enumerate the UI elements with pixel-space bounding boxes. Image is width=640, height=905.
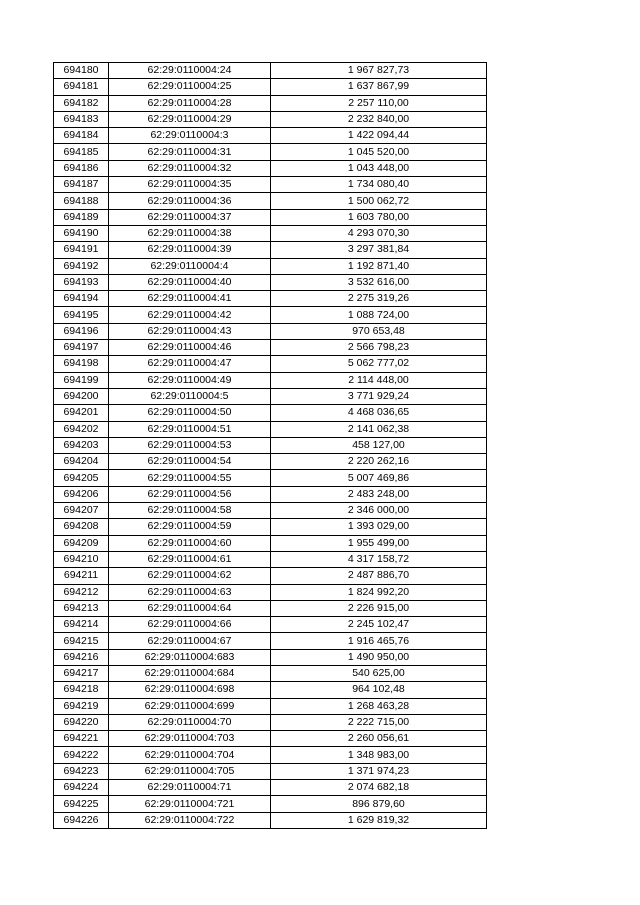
row-number-cell: 694207 [54,503,109,519]
value-cell: 3 771 929,24 [271,388,487,404]
value-cell: 1 500 062,72 [271,193,487,209]
table-row [54,111,487,127]
cadastral-number-cell: 62:29:0110004:721 [109,796,271,812]
value-cell: 4 317 158,72 [271,551,487,567]
table-row [54,600,487,616]
row-number-cell: 694190 [54,225,109,241]
value-cell: 2 245 102,47 [271,617,487,633]
table-row [54,63,487,79]
cadastral-number-cell: 62:29:0110004:43 [109,323,271,339]
cadastral-number-cell: 62:29:0110004:3 [109,128,271,144]
table-row [54,128,487,144]
table-row [54,747,487,763]
cadastral-number-cell: 62:29:0110004:62 [109,568,271,584]
cadastral-number-cell: 62:29:0110004:722 [109,812,271,828]
table-row [54,258,487,274]
cadastral-number-cell: 62:29:0110004:24 [109,63,271,79]
row-number-cell: 694187 [54,177,109,193]
table-row [54,780,487,796]
row-number-cell: 694222 [54,747,109,763]
cadastral-number-cell: 62:29:0110004:50 [109,405,271,421]
row-number-cell: 694186 [54,160,109,176]
cadastral-number-cell: 62:29:0110004:683 [109,649,271,665]
cadastral-number-cell: 62:29:0110004:35 [109,177,271,193]
table-row [54,454,487,470]
value-cell: 1 422 094,44 [271,128,487,144]
table-body [54,63,487,829]
table-row [54,568,487,584]
value-cell: 1 916 465,76 [271,633,487,649]
table-row [54,291,487,307]
value-cell: 1 955 499,00 [271,535,487,551]
value-cell: 2 074 682,18 [271,780,487,796]
table-row [54,633,487,649]
value-cell: 2 222 715,00 [271,714,487,730]
row-number-cell: 694200 [54,388,109,404]
table-row [54,551,487,567]
value-cell: 4 468 036,65 [271,405,487,421]
cadastral-number-cell: 62:29:0110004:703 [109,731,271,747]
value-cell: 1 045 520,00 [271,144,487,160]
value-cell: 2 220 262,16 [271,454,487,470]
table-row [54,731,487,747]
table-row [54,356,487,372]
row-number-cell: 694185 [54,144,109,160]
value-cell: 540 625,00 [271,665,487,681]
row-number-cell: 694202 [54,421,109,437]
table-row [54,79,487,95]
table-row [54,274,487,290]
row-number-cell: 694183 [54,111,109,127]
value-cell: 2 487 886,70 [271,568,487,584]
row-number-cell: 694214 [54,617,109,633]
cadastral-number-cell: 62:29:0110004:40 [109,274,271,290]
row-number-cell: 694189 [54,209,109,225]
table-row [54,682,487,698]
cadastral-number-cell: 62:29:0110004:28 [109,95,271,111]
cadastral-number-cell: 62:29:0110004:58 [109,503,271,519]
row-number-cell: 694212 [54,584,109,600]
row-number-cell: 694225 [54,796,109,812]
table-row [54,340,487,356]
row-number-cell: 694193 [54,274,109,290]
row-number-cell: 694199 [54,372,109,388]
row-number-cell: 694206 [54,486,109,502]
cadastral-number-cell: 62:29:0110004:684 [109,665,271,681]
row-number-cell: 694192 [54,258,109,274]
cadastral-number-cell: 62:29:0110004:5 [109,388,271,404]
row-number-cell: 694218 [54,682,109,698]
value-cell: 4 293 070,30 [271,225,487,241]
table-row [54,812,487,828]
row-number-cell: 694184 [54,128,109,144]
cadastral-number-cell: 62:29:0110004:29 [109,111,271,127]
table-row [54,535,487,551]
cadastral-number-cell: 62:29:0110004:698 [109,682,271,698]
row-number-cell: 694180 [54,63,109,79]
row-number-cell: 694226 [54,812,109,828]
table-row [54,584,487,600]
table-row [54,193,487,209]
cadastral-number-cell: 62:29:0110004:31 [109,144,271,160]
value-cell: 1 824 992,20 [271,584,487,600]
table-row [54,665,487,681]
value-cell: 1 734 080,40 [271,177,487,193]
value-cell: 1 393 029,00 [271,519,487,535]
table-row [54,388,487,404]
row-number-cell: 694215 [54,633,109,649]
row-number-cell: 694191 [54,242,109,258]
table-row [54,405,487,421]
row-number-cell: 694195 [54,307,109,323]
row-number-cell: 694188 [54,193,109,209]
row-number-cell: 694182 [54,95,109,111]
data-table [53,62,487,829]
value-cell: 1 192 871,40 [271,258,487,274]
row-number-cell: 694204 [54,454,109,470]
table-row [54,144,487,160]
table-row [54,470,487,486]
cadastral-number-cell: 62:29:0110004:70 [109,714,271,730]
value-cell: 896 879,60 [271,796,487,812]
table-row [54,160,487,176]
value-cell: 1 371 974,23 [271,763,487,779]
value-cell: 1 490 950,00 [271,649,487,665]
table-row [54,649,487,665]
cadastral-number-cell: 62:29:0110004:61 [109,551,271,567]
table-row [54,95,487,111]
value-cell: 2 232 840,00 [271,111,487,127]
value-cell: 1 629 819,32 [271,812,487,828]
row-number-cell: 694181 [54,79,109,95]
value-cell: 1 603 780,00 [271,209,487,225]
row-number-cell: 694205 [54,470,109,486]
cadastral-number-cell: 62:29:0110004:38 [109,225,271,241]
table-row [54,698,487,714]
value-cell: 2 114 448,00 [271,372,487,388]
value-cell: 970 653,48 [271,323,487,339]
table-row [54,503,487,519]
cadastral-number-cell: 62:29:0110004:41 [109,291,271,307]
row-number-cell: 694220 [54,714,109,730]
cadastral-number-cell: 62:29:0110004:60 [109,535,271,551]
cadastral-number-cell: 62:29:0110004:46 [109,340,271,356]
value-cell: 2 226 915,00 [271,600,487,616]
value-cell: 2 260 056,61 [271,731,487,747]
row-number-cell: 694210 [54,551,109,567]
value-cell: 2 257 110,00 [271,95,487,111]
row-number-cell: 694196 [54,323,109,339]
value-cell: 2 141 062,38 [271,421,487,437]
table-row [54,372,487,388]
value-cell: 1 043 448,00 [271,160,487,176]
cadastral-number-cell: 62:29:0110004:25 [109,79,271,95]
cadastral-number-cell: 62:29:0110004:71 [109,780,271,796]
table-row [54,323,487,339]
value-cell: 1 088 724,00 [271,307,487,323]
table-row [54,421,487,437]
cadastral-number-cell: 62:29:0110004:55 [109,470,271,486]
table-row [54,209,487,225]
cadastral-number-cell: 62:29:0110004:53 [109,437,271,453]
table-row [54,307,487,323]
cadastral-number-cell: 62:29:0110004:4 [109,258,271,274]
table-row [54,763,487,779]
row-number-cell: 694197 [54,340,109,356]
value-cell: 458 127,00 [271,437,487,453]
table-row [54,437,487,453]
row-number-cell: 694224 [54,780,109,796]
value-cell: 2 346 000,00 [271,503,487,519]
cadastral-number-cell: 62:29:0110004:47 [109,356,271,372]
cadastral-number-cell: 62:29:0110004:51 [109,421,271,437]
table-row [54,617,487,633]
row-number-cell: 694201 [54,405,109,421]
cadastral-number-cell: 62:29:0110004:704 [109,747,271,763]
cadastral-number-cell: 62:29:0110004:59 [109,519,271,535]
value-cell: 1 348 983,00 [271,747,487,763]
value-cell: 964 102,48 [271,682,487,698]
table-row [54,242,487,258]
row-number-cell: 694213 [54,600,109,616]
value-cell: 3 532 616,00 [271,274,487,290]
row-number-cell: 694209 [54,535,109,551]
cadastral-number-cell: 62:29:0110004:64 [109,600,271,616]
value-cell: 2 483 248,00 [271,486,487,502]
row-number-cell: 694216 [54,649,109,665]
value-cell: 1 268 463,28 [271,698,487,714]
row-number-cell: 694203 [54,437,109,453]
value-cell: 5 007 469,86 [271,470,487,486]
cadastral-number-cell: 62:29:0110004:39 [109,242,271,258]
cadastral-number-cell: 62:29:0110004:56 [109,486,271,502]
value-cell: 3 297 381,84 [271,242,487,258]
cadastral-number-cell: 62:29:0110004:36 [109,193,271,209]
table-row [54,225,487,241]
row-number-cell: 694219 [54,698,109,714]
row-number-cell: 694217 [54,665,109,681]
cadastral-number-cell: 62:29:0110004:32 [109,160,271,176]
row-number-cell: 694194 [54,291,109,307]
cadastral-number-cell: 62:29:0110004:42 [109,307,271,323]
cadastral-number-cell: 62:29:0110004:37 [109,209,271,225]
row-number-cell: 694211 [54,568,109,584]
row-number-cell: 694198 [54,356,109,372]
value-cell: 2 566 798,23 [271,340,487,356]
value-cell: 1 967 827,73 [271,63,487,79]
cadastral-number-cell: 62:29:0110004:699 [109,698,271,714]
cadastral-number-cell: 62:29:0110004:63 [109,584,271,600]
table-row [54,519,487,535]
cadastral-number-cell: 62:29:0110004:705 [109,763,271,779]
cadastral-number-cell: 62:29:0110004:66 [109,617,271,633]
table-row [54,177,487,193]
cadastral-number-cell: 62:29:0110004:49 [109,372,271,388]
document-page [53,62,487,829]
value-cell: 2 275 319,26 [271,291,487,307]
row-number-cell: 694208 [54,519,109,535]
table-row [54,796,487,812]
row-number-cell: 694221 [54,731,109,747]
row-number-cell: 694223 [54,763,109,779]
value-cell: 5 062 777,02 [271,356,487,372]
cadastral-number-cell: 62:29:0110004:67 [109,633,271,649]
table-row [54,486,487,502]
cadastral-number-cell: 62:29:0110004:54 [109,454,271,470]
value-cell: 1 637 867,99 [271,79,487,95]
table-row [54,714,487,730]
